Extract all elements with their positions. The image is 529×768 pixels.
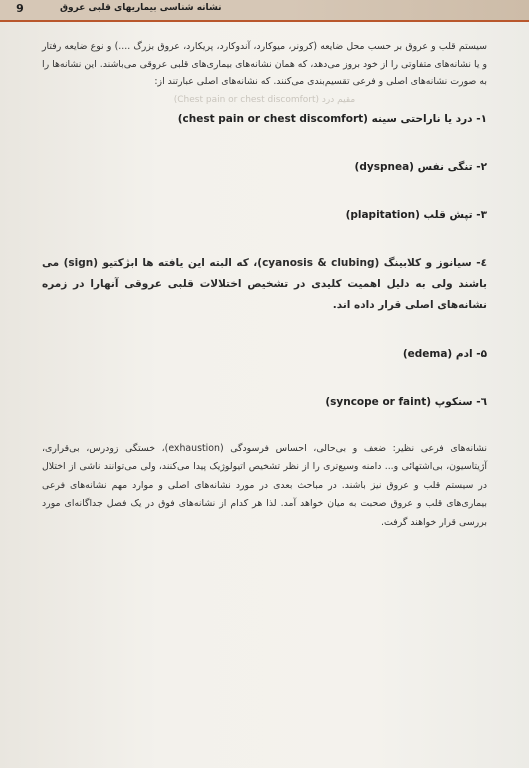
sign-label: ۳- تپش قلب — [419, 208, 487, 221]
sign-english: (plapitation) — [345, 208, 420, 221]
page-number: 9 — [16, 2, 24, 15]
sign-label: ۱- درد یا ناراحتی سینه — [367, 112, 487, 125]
running-header — [0, 0, 529, 22]
header-color-bar — [289, 0, 529, 20]
sign-label: ۵- ادم — [452, 347, 487, 360]
sign-dyspnea — [42, 157, 487, 177]
spacer — [42, 412, 487, 440]
intro-paragraph: سیستم قلب و عروق بر حسب محل ضایعه (کرونر، میوکارد، آندوکارد، پریکارد، عروق بزرگ ....) و نوع ضایعه رفتار و یا نشانه‌های متفاوتی را از خود بروز می‌دهد، که همان نشانه‌های بیماری‌های قلبی عروقی می‌باشند. این نشانه‌ها را به صورت نشانه‌های اصلی و فرعی تقسیم‌بندی می‌کنند. که نشانه‌های اصلی عبارتند از: — [42, 41, 487, 87]
sign-chest-pain — [42, 109, 487, 129]
sign-english: (syncope or faint) — [325, 395, 432, 408]
sign-cyanosis-paragraph: ٤- سیانوز و کلابینگ (cyanosis & clubing)، که البته این یافته ها ابژکتیو (sign) می باشند ولی به دلیل اهمیت کلیدی در تشخیص اختلالات قلبی عروقی آنهارا در زمره نشانه‌های اصلی قرار داده اند. — [42, 256, 487, 311]
sign-english: (dyspnea) — [354, 160, 414, 173]
page-body — [42, 38, 487, 532]
sign-syncope — [42, 392, 487, 412]
spacer — [42, 225, 487, 253]
sign-label: ۲- تنگی نفس — [413, 160, 487, 173]
spacer — [42, 177, 487, 205]
sign-english: (edema) — [402, 347, 453, 360]
show-through-text: (Chest pain or chest discomfort) مقیم درد — [173, 94, 356, 105]
sign-edema — [42, 344, 487, 364]
sign-english: (chest pain or chest discomfort) — [177, 112, 368, 125]
sign-palpitation — [42, 205, 487, 225]
header-title: نشانه شناسی بیماریهای قلبی عروق — [60, 3, 222, 13]
minor-signs-paragraph: نشانه‌های فرعی نظیر: ضعف و بی‌حالی، احساس فرسودگی (exhaustion)، خستگی زودرس، بی‌قراری، آژیتاسیون، بی‌اشتهائی و... دامنه وسیع‌تری را از نظر تشخیص اتیولوژیک پیدا می‌کنند، ولی می‌توانند ناشی از اختلال در سیستم قلب و عروق نیز باشند. در مباحث بعدی در مورد نشانه‌های اصلی و موارد مهم نشانه‌های فرعی بیماری‌های قلب و عروق صحبت به میان خواهد آمد. لذا هر کدام از نشانه‌های فوق در یک فصل جداگانه‌ای مورد بررسی قرار خواهند گرفت. — [42, 442, 487, 528]
spacer — [42, 129, 487, 157]
spacer — [42, 364, 487, 392]
spacer — [42, 316, 487, 344]
sign-label: ٦- سنکوپ — [431, 395, 487, 408]
